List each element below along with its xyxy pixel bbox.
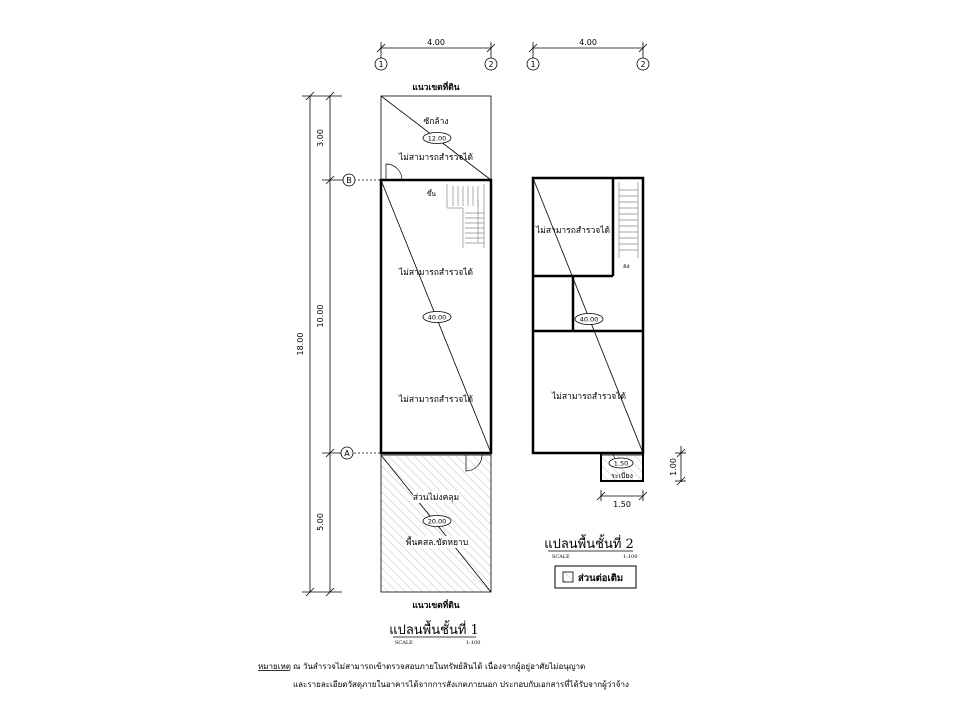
floor1-scale-value: 1:100 [466,640,481,646]
dim-top-segment: 3.00 [316,129,325,147]
boundary-label-top: แนวเขตที่ดิน [412,83,460,93]
note-line-2: และรายละเอียดวัสดุภายในอาคารได้จากการสังเกตภายนอก ประกอบกับเอกสารที่ได้รับจากผู้ว่าจ้าง [293,680,629,689]
floor2-scale-label: SCALE [552,554,570,560]
balcony-dim-depth: 1.00 [669,458,678,476]
grid-label-B: B [346,176,352,185]
balcony-label: ระเบียง [611,472,633,480]
note-heading: หมายเหตุ [258,662,291,671]
covered-area-value: 20.00 [427,517,447,526]
floor-note: พื้นคสล.ขัดหยาบ [405,538,469,548]
grid-label-1-floor2: 1 [530,60,536,69]
floor1-title: แปลนพื้นชั้นที่ 1 [389,623,479,638]
side-dimension-lines [302,92,380,596]
floor1-staircase [447,184,484,248]
note-line-1: ณ วันสำรวจไม่สามารถเข้าตรวจสอบภายในทรัพย์สินได้ เนื่องจากผู้อยู่อาศัยไม่อนุญาต [293,662,586,671]
stair-down-label: ลง [623,263,630,270]
balcony-area-value: 1.50 [613,459,629,468]
laundry-label: ซักล้าง [423,117,449,127]
grid-label-A: A [344,449,350,458]
floor2-no-survey-label-2: ไม่สามารถสำรวจได้ [551,392,627,402]
rear-door-swing [386,164,402,180]
floor2-title: แปลนพื้นชั้นที่ 2 [544,537,634,552]
dim-total-depth: 18.00 [296,332,305,356]
balcony-dim-width: 1.50 [613,500,631,509]
floor2-scale-value: 1:100 [623,554,638,560]
stair-up-label: ขึ้น [427,190,436,198]
grid-label-2-floor1: 2 [488,60,494,69]
laundry-area-value: 12.00 [427,134,447,143]
covered-label: ส่วนไม่งคลุม [412,493,460,503]
no-survey-label-2: ไม่สามารถสำรวจได้ [398,268,474,278]
floor2-staircase [619,182,638,258]
floor2-no-survey-label-1: ไม่สามารถสำรวจได้ [535,226,611,236]
main-area-value-floor2: 40.00 [579,315,599,324]
main-area-value-floor1: 40.00 [427,313,447,322]
no-survey-label-3: ไม่สามารถสำรวจได้ [398,395,474,405]
dim-bottom-segment: 5.00 [316,513,325,531]
grid-label-2-floor2: 2 [640,60,646,69]
grid-label-1-floor1: 1 [378,60,384,69]
floor1-scale-label: SCALE [395,640,413,646]
dim-mid-segment: 10.00 [316,304,325,328]
no-survey-label-1: ไม่สามารถสำรวจได้ [398,153,474,163]
legend-label: ส่วนต่อเติม [578,573,624,584]
boundary-label-bottom: แนวเขตที่ดิน [412,601,460,611]
dim-width-floor2: 4.00 [579,38,597,47]
dim-width-floor1: 4.00 [427,38,445,47]
